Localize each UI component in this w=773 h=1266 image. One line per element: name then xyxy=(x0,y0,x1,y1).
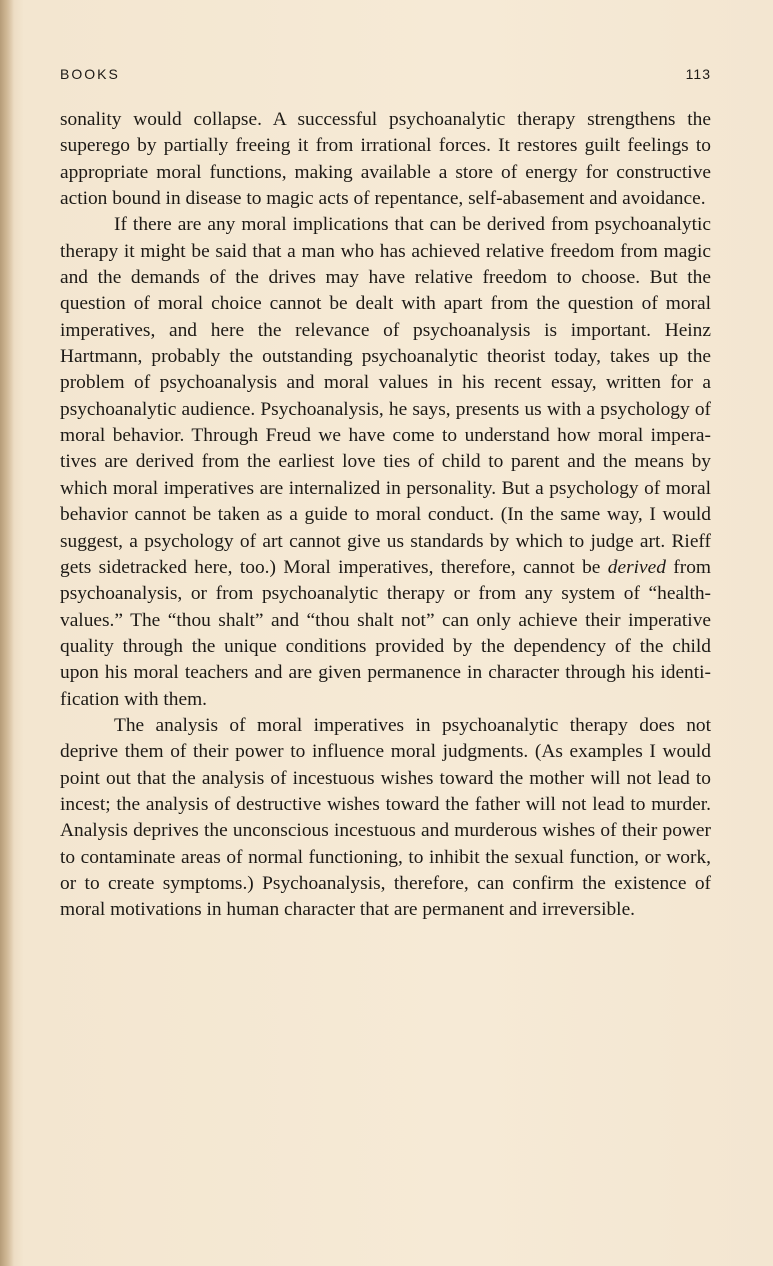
page-number: 113 xyxy=(685,66,711,82)
paragraph-2-part-2: from psychoanalysis, or from psychoanalytic therapy or from any system of “health-values.” The “thou shalt” and “thou shalt not” can only achieve their imperative quality through the unique conditions provided by the dependency of the child upon his moral teachers and are given permanence in character through his identification with them. xyxy=(60,556,711,710)
body-text xyxy=(60,107,711,924)
running-head-title: BOOKS xyxy=(60,66,120,82)
paragraph-3: The analysis of moral imperatives in psychoanalytic therapy does not deprive them of their power to influence moral judgments. (As examples I would point out that the analysis of incestuous wishes toward the mother will not lead to incest; the analysis of destructive wishes toward the father will not lead to murder. Analysis deprives the unconscious incestuous and murderous wishes of their power to contaminate areas of normal functioning, to inhibit the sexual function, or work, or to create symptoms.) Psychoanalysis, therefore, can confirm the existence of moral motivations in human character that are permanent and irreversible. xyxy=(60,714,711,921)
running-head xyxy=(60,66,711,86)
paragraph-2-part-1: If there are any moral implications that can be derived from psychoanalytic therapy it might be said that a man who has achieved relative freedom from magic and the demands of the drives may have relative freedom to choose. But the question of moral choice cannot be dealt with apart from the question of moral imperatives, and here the relevance of psychoanalysis is important. Heinz Hartmann, probably the outstanding psychoanalytic theorist today, takes up the problem of psychoanalysis and moral values in his recent essay, written for a psychoanalytic audience. Psychoanalysis, he says, presents us with a psychology of moral behavior. Through Freud we have come to understand how moral imperatives are derived from the earliest love ties of child to parent and the means by which moral imperatives are internalized in personality. But a psychology of moral behavior cannot be taken as a guide to moral conduct. (In the same way, I would suggest, a psychology of art cannot give us standards by which to judge art. Rieff gets sidetracked here, too.) Moral imperatives, therefore, cannot be xyxy=(60,214,711,578)
paragraph-2 xyxy=(60,212,711,713)
emphasized-word: derived xyxy=(607,556,666,578)
paragraph-1: sonality would collapse. A successful psychoanalytic therapy strengthens the superego by partially freeing it from irrational forces. It restores guilt feelings to appropriate moral functions, making available a store of energy for constructive action bound in disease to magic acts of repentance, self-abasement and avoidance. xyxy=(60,109,711,210)
page-spine-shadow xyxy=(0,0,14,1266)
